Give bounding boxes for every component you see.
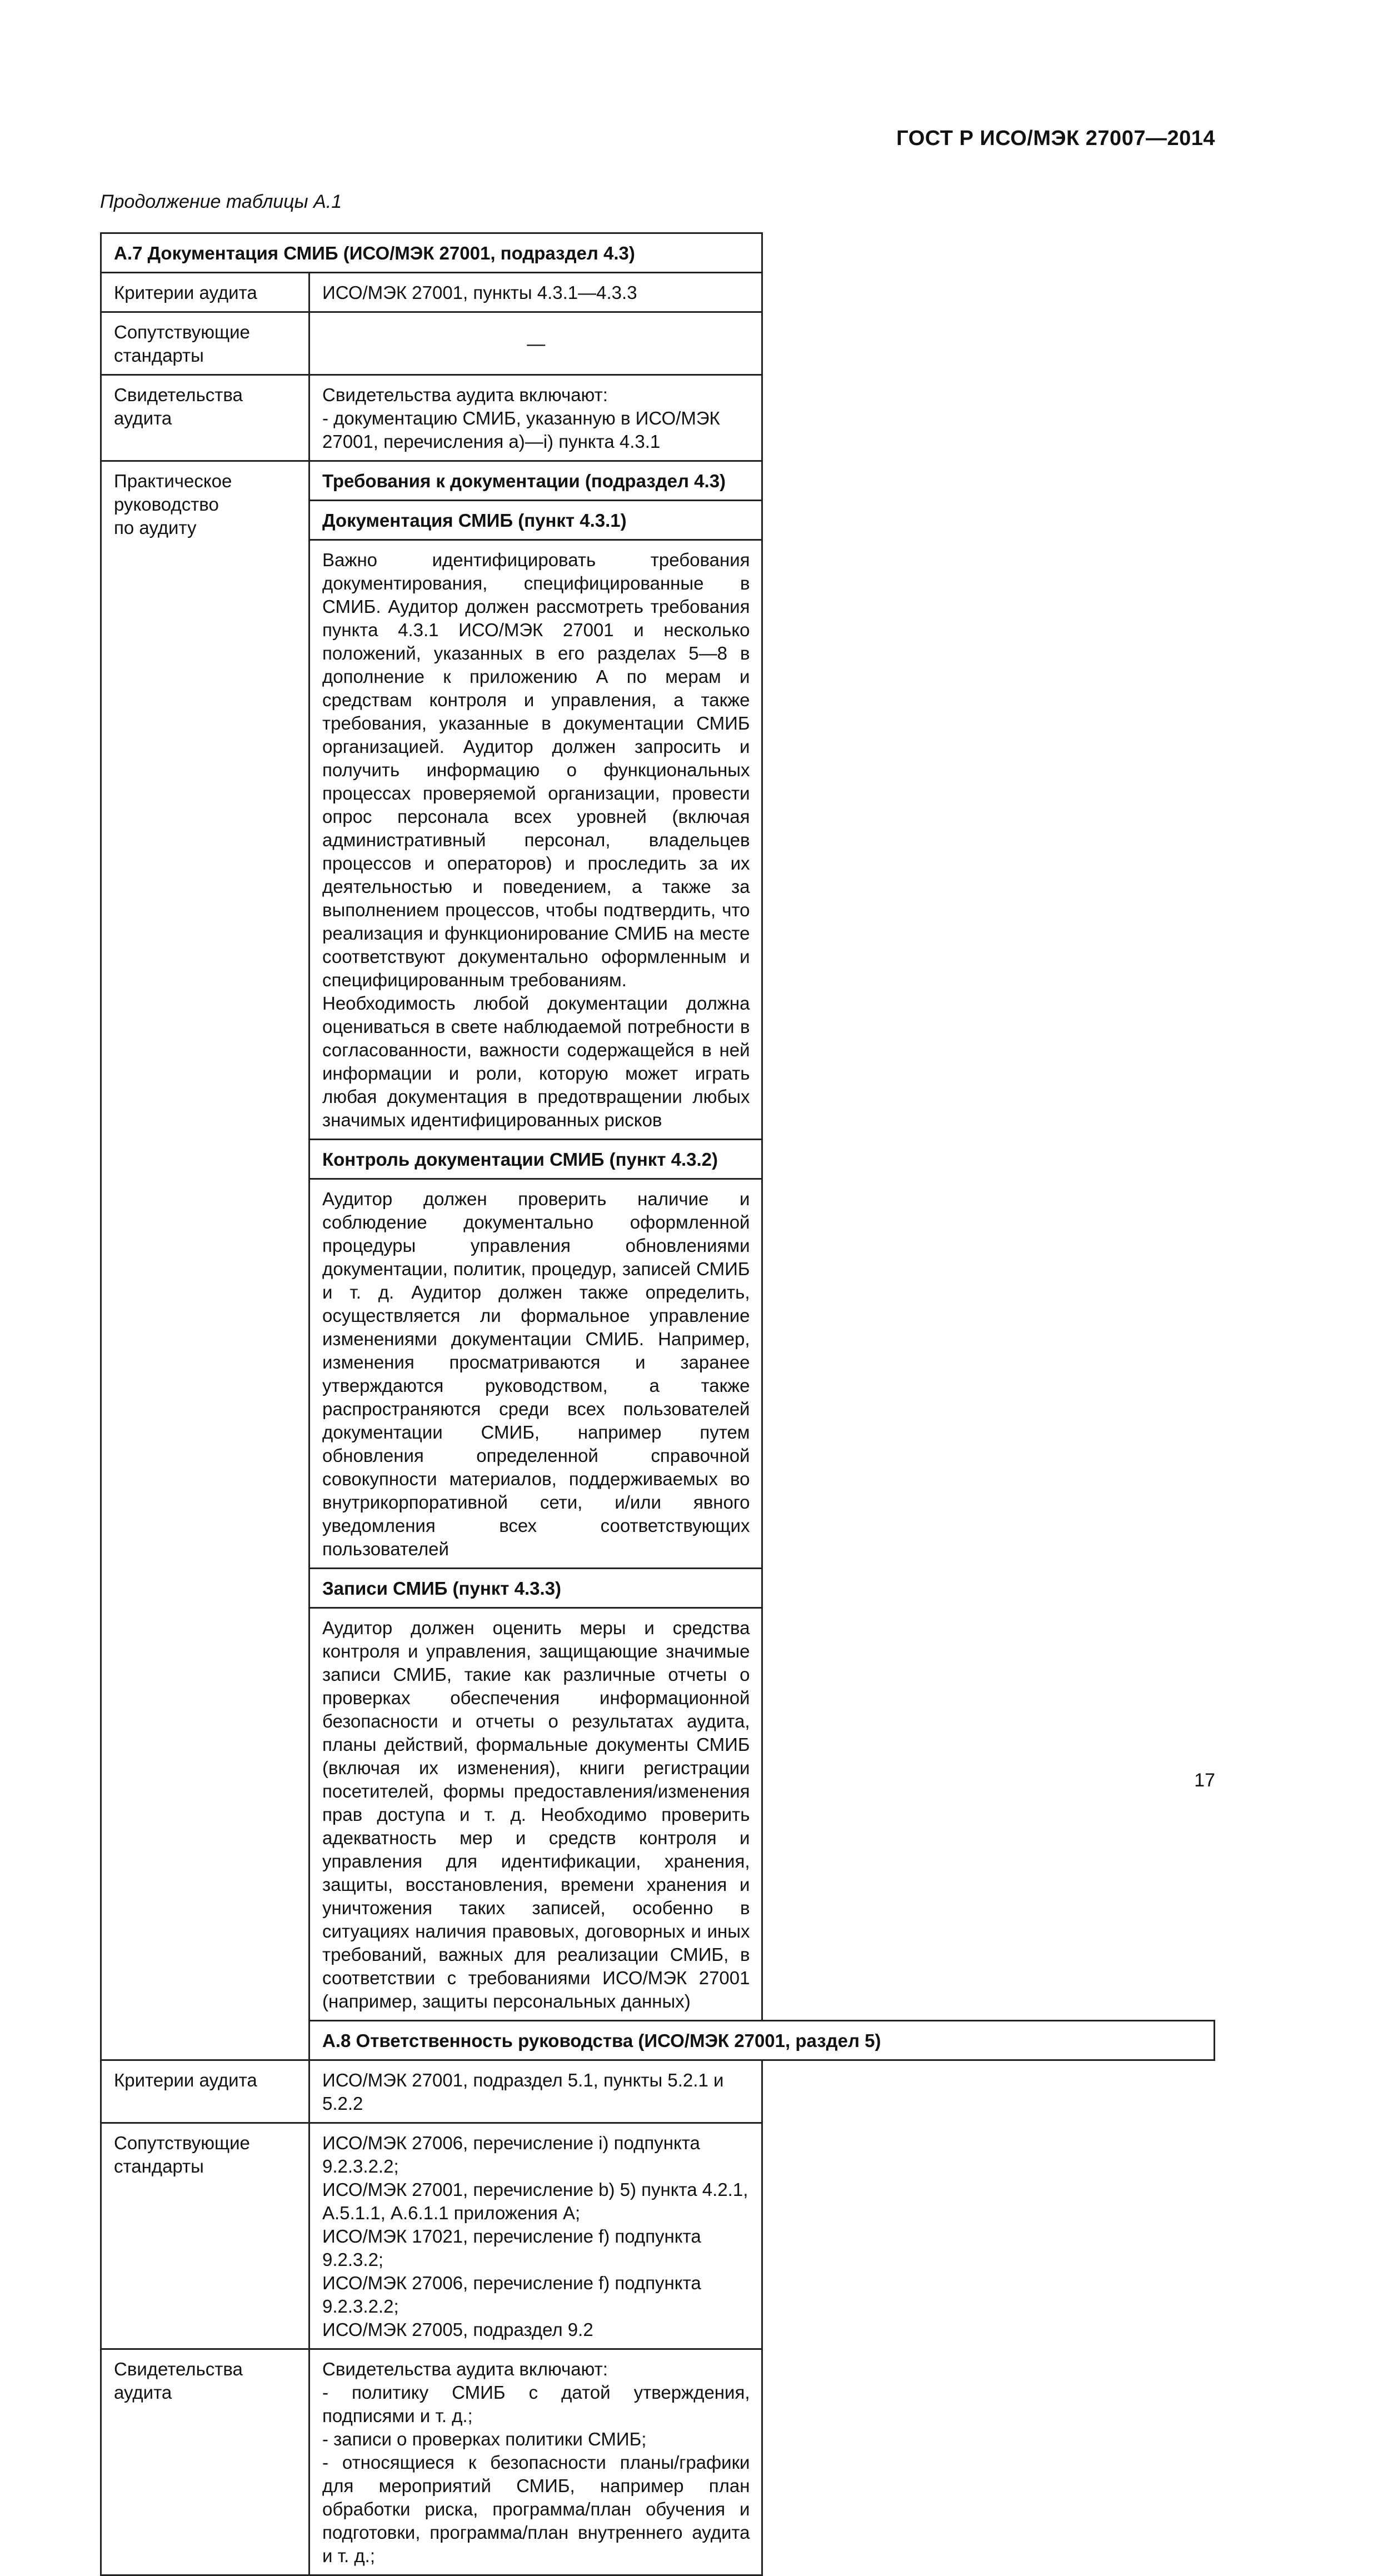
paragraph: Необходимость любой документации должна оцениваться в свете наблюдаемой потребности в согласованности, важности содержащейся в ней информации и роли, которую может играть любая документация в предотвращении любых значимых идентифицированных рисков xyxy=(322,993,750,1130)
records-heading: Записи СМИБ (пункт 4.3.3) xyxy=(309,1569,762,1608)
a8-criteria-row xyxy=(101,2060,1215,2123)
label-line: аудита xyxy=(114,408,172,428)
a7-criteria-value: ИСО/МЭК 27001, пункты 4.3.1—4.3.3 xyxy=(309,273,762,312)
a7-related-label xyxy=(101,312,309,375)
paragraph: Важно идентифицировать требования документирования, специфицированные в СМИБ. Аудитор должен рассмотреть требования пункта 4.3.1 ИСО/МЭК 27001 и несколько положений, указанных в его разделах 5—8 в дополнение к приложению А по мерам и средствам контроля и управления, а также требования, указанные в документации СМИБ организацией. Аудитор должен запросить и получить информацию о функциональных процессах проверяемой организации, провести опрос персонала всех уровней (включая административный персонал, владельцев процессов и операторов) и проследить за их деятельностью и поведением, а также за выполнением процессов, чтобы подтвердить, что реализация и функционирование СМИБ на месте соответствуют документально оформленным и специфицированным требованиям. xyxy=(322,550,750,990)
standard-line: ИСО/МЭК 27006, перечисление f) подпункта 9.2.3.2.2; xyxy=(322,2273,701,2317)
a7-evidence-row xyxy=(101,375,1215,461)
a8-criteria-value: ИСО/МЭК 27001, подраздел 5.1, пункты 5.2.1 и 5.2.2 xyxy=(309,2060,762,2123)
label-line: по аудиту xyxy=(114,517,197,538)
documentation-text xyxy=(309,540,762,1140)
evidence-line: - относящиеся к безопасности планы/графики для мероприятий СМИБ, например план обработки риска, программа/план обучения и подготовки, программа/план внутреннего аудита и т. д.; xyxy=(322,2452,750,2566)
a7-guidance-row xyxy=(101,461,1215,501)
standard-line: ИСО/МЭК 17021, перечисление f) подпункта 9.2.3.2; xyxy=(322,2226,701,2270)
section-a8-title: А.8 Ответственность руководства (ИСО/МЭК 27001, раздел 5) xyxy=(309,2021,1215,2060)
evidence-line: - политику СМИБ с датой утверждения, подписями и т. д.; xyxy=(322,2382,750,2426)
documentation-heading: Документация СМИБ (пункт 4.3.1) xyxy=(309,501,762,540)
label-line: руководство xyxy=(114,494,219,515)
a8-evidence-row xyxy=(101,2349,1215,2575)
label-line: Свидетельства xyxy=(114,2359,243,2379)
label-line: Сопутствующие xyxy=(114,2133,250,2153)
a7-evidence-label xyxy=(101,375,309,461)
label-line: Сопутствующие xyxy=(114,322,250,342)
evidence-line: - записи о проверках политики СМИБ; xyxy=(322,2429,647,2449)
label-line: аудита xyxy=(114,2382,172,2403)
a7-guidance-label xyxy=(101,461,309,2060)
section-a7-row xyxy=(101,233,1215,273)
standard-line: ИСО/МЭК 27005, подраздел 9.2 xyxy=(322,2319,593,2340)
a7-criteria-row xyxy=(101,273,1215,312)
label-line: Практическое xyxy=(114,471,232,491)
audit-table xyxy=(100,232,1215,2576)
page-number: 17 xyxy=(1194,1770,1215,1791)
control-heading: Контроль документации СМИБ (пункт 4.3.2) xyxy=(309,1140,762,1179)
standard-line: ИСО/МЭК 27006, перечисление i) подпункта 9.2.3.2.2; xyxy=(322,2133,700,2176)
a8-related-label xyxy=(101,2123,309,2349)
a8-criteria-label: Критерии аудита xyxy=(101,2060,309,2123)
label-line: стандарты xyxy=(114,2156,204,2176)
label-line: Свидетельства xyxy=(114,385,243,405)
evidence-line: - документацию СМИБ, указанную в ИСО/МЭК 27001, перечисления а)—i) пункта 4.3.1 xyxy=(322,408,720,452)
label-line: стандарты xyxy=(114,345,204,366)
a7-related-row xyxy=(101,312,1215,375)
records-text: Аудитор должен оценить меры и средства контроля и управления, защищающие значимые записи СМИБ, такие как различные отчеты о проверках обеспечения информационной безопасности и отчеты о результатах аудита, планы действий, формальные документы СМИБ (включая их изменения), книги регистрации посетителей, формы предоставления/изменения прав доступа и т. д. Необходимо проверить адекватность мер и средств контроля и управления для идентификации, хранения, защиты, восстановления, времени хранения и уничтожения таких записей, особенно в ситуациях наличия правовых, договорных и иных требований, важных для реализации СМИБ, в соответствии с требованиями ИСО/МЭК 27001 (например, защиты персональных данных) xyxy=(309,1608,762,2021)
a8-evidence-label xyxy=(101,2349,309,2575)
a8-related-value xyxy=(309,2123,762,2349)
a7-evidence-value xyxy=(309,375,762,461)
evidence-line: Свидетельства аудита включают: xyxy=(322,2359,608,2379)
standard-line: ИСО/МЭК 27001, перечисление b) 5) пункта 4.2.1, А.5.1.1, А.6.1.1 приложения А; xyxy=(322,2179,748,2223)
section-a7-title: А.7 Документация СМИБ (ИСО/МЭК 27001, подраздел 4.3) xyxy=(101,233,762,273)
evidence-line: Свидетельства аудита включают: xyxy=(322,385,608,405)
a8-evidence-value xyxy=(309,2349,762,2575)
table-continuation-caption: Продолжение таблицы А.1 xyxy=(100,191,342,212)
a7-criteria-label: Критерии аудита xyxy=(101,273,309,312)
a8-related-row xyxy=(101,2123,1215,2349)
control-text: Аудитор должен проверить наличие и соблюдение документально оформленной процедуры управления обновлениями документации, политик, процедур, записей СМИБ и т. д. Аудитор должен также определить, осуществляется ли формальное управление изменениями документации СМИБ. Например, изменения просматриваются и заранее утверждаются руководством, а также распространяются среди всех пользователей документации СМИБ, например путем обновления определенной справочной совокупности материалов, поддерживаемых во внутрикорпоративной сети, и/или явного уведомления всех соответствующих пользователей xyxy=(309,1179,762,1569)
requirements-heading: Требования к документации (подраздел 4.3) xyxy=(309,461,762,501)
a7-related-value: — xyxy=(309,312,762,375)
document-code: ГОСТ Р ИСО/МЭК 27007—2014 xyxy=(896,127,1215,150)
